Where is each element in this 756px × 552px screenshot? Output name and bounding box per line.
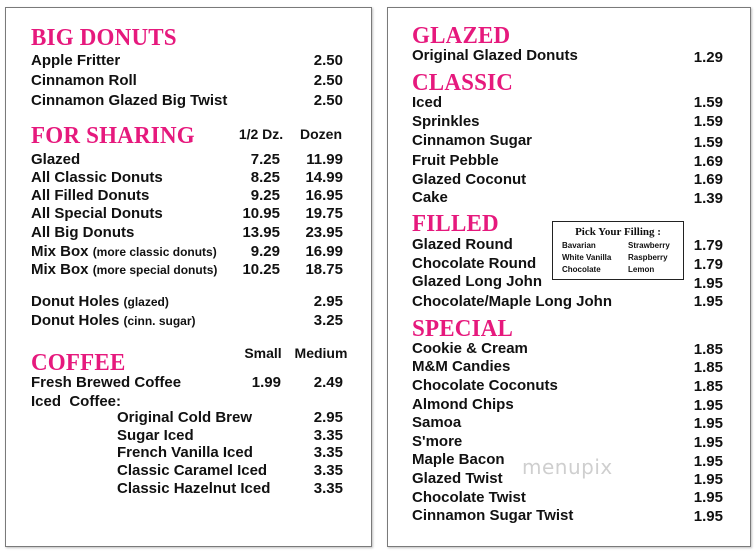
menu-item-name: All Classic Donuts	[31, 169, 163, 186]
section-title-coffee: COFFEE	[31, 348, 126, 376]
menu-item-price-half: 10.95	[242, 205, 280, 222]
menu-item-name: Cake	[412, 189, 448, 206]
menu-item-name: Chocolate Coconuts	[412, 377, 558, 394]
menu-item-name: Glazed Long John	[412, 273, 542, 290]
menu-item-price: 1.95	[693, 397, 723, 414]
menu-item-name: Chocolate Twist	[412, 489, 526, 506]
menu-item-name: Apple Fritter	[31, 52, 121, 69]
menu-item-name: Glazed	[31, 151, 81, 168]
menu-item-price-half: 10.25	[242, 261, 280, 278]
menu-item-note: (cinn. sugar)	[123, 314, 196, 328]
section-title-filled: FILLED	[412, 209, 499, 237]
menupix-watermark: menupix	[522, 455, 613, 479]
menu-item-name: Cinnamon Glazed Big Twist	[31, 92, 228, 109]
menu-item-price: 1.95	[693, 489, 723, 506]
menu-item-price-dozen: 16.95	[305, 187, 343, 204]
menu-item-price: 3.25	[313, 312, 343, 329]
filling-options-box	[552, 221, 684, 280]
menu-item-price-half: 8.25	[250, 169, 280, 186]
menu-item-price: 1.85	[693, 378, 723, 395]
menu-item-name: Cinnamon Sugar	[412, 132, 533, 149]
menu-item-name: Maple Bacon	[412, 451, 505, 468]
menu-item-price: 1.95	[693, 275, 723, 292]
menu-item-price-half: 7.25	[250, 151, 280, 168]
section-title-for-sharing: FOR SHARING	[31, 121, 195, 149]
menu-item-name: Mix Box	[31, 243, 89, 260]
section-title-special: SPECIAL	[412, 314, 514, 342]
menu-item-price: 1.95	[693, 415, 723, 432]
menu-item-price: 1.69	[693, 153, 723, 170]
menu-item-note: (more special donuts)	[92, 263, 218, 277]
menu-item-price: 3.35	[313, 427, 343, 444]
menu-item-name: Classic Caramel Iced	[117, 462, 268, 479]
menu-item-price: 3.35	[313, 462, 343, 479]
menu-item-mix-box	[31, 243, 217, 261]
filling-option: Chocolate	[562, 265, 601, 274]
menu-item-price-half: 9.25	[250, 187, 280, 204]
menu-item-name: Fresh Brewed Coffee	[31, 374, 182, 391]
menu-item-name: Original Cold Brew	[117, 409, 253, 426]
menu-item-price-small: 1.99	[251, 374, 281, 391]
menu-item-price: 1.39	[693, 190, 723, 207]
menu-item-price-dozen: 11.99	[306, 151, 343, 168]
menu-item-price: 1.59	[693, 94, 723, 111]
menu-item-name: Cinnamon Roll	[31, 72, 137, 89]
filling-box-title: Pick Your Filling :	[575, 226, 661, 238]
menu-item-price-medium: 2.49	[313, 374, 343, 391]
menu-item-name: Donut Holes	[31, 312, 120, 329]
menu-item-price: 3.35	[313, 444, 343, 461]
menu-item-price: 1.95	[693, 471, 723, 488]
menu-item-price: 1.59	[693, 134, 723, 151]
menu-item-name: Glazed Twist	[412, 470, 503, 487]
menu-item-price: 1.95	[693, 434, 723, 451]
menu-item-name: S'more	[412, 433, 463, 450]
menu-item-note: (more classic donuts)	[92, 245, 217, 259]
menu-item-name: Cookie & Cream	[412, 340, 528, 357]
menu-item-price-dozen: 14.99	[305, 169, 343, 186]
menu-item-name: Sprinkles	[412, 113, 480, 130]
menu-item-price-dozen: 16.99	[305, 243, 343, 260]
menu-item-name: All Big Donuts	[31, 224, 135, 241]
menu-item-name: All Filled Donuts	[31, 187, 150, 204]
filling-option: Strawberry	[628, 241, 670, 250]
menu-item-name: M&M Candies	[412, 358, 511, 375]
menu-item-price: 2.95	[313, 409, 343, 426]
menu-item-price-dozen: 18.75	[305, 261, 343, 278]
section-title-classic: CLASSIC	[412, 68, 514, 96]
iced-coffee-label: Iced Coffee:	[31, 393, 122, 410]
menu-item-name: Glazed Round	[412, 236, 513, 253]
menu-item-price: 2.50	[313, 92, 343, 109]
menu-item-name: Fruit Pebble	[412, 152, 499, 169]
menu-item-name: Original Glazed Donuts	[412, 47, 578, 64]
menu-item-name: Sugar Iced	[117, 427, 194, 444]
menu-item-price: 1.29	[693, 49, 723, 66]
menu-item-name: Iced	[412, 94, 443, 111]
menu-item-name: Classic Hazelnut Iced	[117, 480, 271, 497]
column-header-dozen: Dozen	[300, 126, 342, 142]
menu-item-mix-box	[31, 261, 217, 279]
menu-item-price: 3.35	[313, 480, 343, 497]
menu-item-price: 2.95	[313, 293, 343, 310]
menu-item-price-dozen: 23.95	[305, 224, 343, 241]
column-header-medium: Medium	[294, 345, 348, 361]
menu-item-name: Chocolate/Maple Long John	[412, 293, 613, 310]
filling-option: Lemon	[628, 265, 655, 274]
menu-item-name: All Special Donuts	[31, 205, 163, 222]
menu-item-note: (glazed)	[123, 295, 169, 309]
menu-item-donut-holes	[31, 312, 196, 330]
menu-item-price: 1.95	[693, 293, 723, 310]
menu-item-price: 1.59	[693, 113, 723, 130]
menu-item-price: 1.95	[693, 453, 723, 470]
menu-item-name: Glazed Coconut	[412, 171, 527, 188]
menu-item-name: Cinnamon Sugar Twist	[412, 507, 574, 524]
menu-item-price: 1.69	[693, 171, 723, 188]
menu-item-price-half: 13.95	[242, 224, 280, 241]
menu-item-price: 1.79	[693, 237, 723, 254]
menu-item-name: Donut Holes	[31, 293, 120, 310]
section-title-big-donuts: BIG DONUTS	[31, 23, 177, 51]
menu-item-price: 1.95	[693, 508, 723, 525]
column-header-half-dozen: 1/2 Dz.	[238, 126, 284, 142]
filling-option: Raspberry	[628, 253, 668, 262]
menu-panel-left	[5, 7, 372, 547]
menu-item-price: 1.85	[693, 359, 723, 376]
menu-item-price: 2.50	[313, 52, 343, 69]
menu-item-price: 1.79	[693, 256, 723, 273]
menu-item-name: Almond Chips	[412, 396, 514, 413]
menu-item-name: Samoa	[412, 414, 462, 431]
column-header-small: Small	[244, 345, 282, 361]
menu-item-name: French Vanilla Iced	[117, 444, 253, 461]
menu-item-price: 1.85	[693, 341, 723, 358]
menu-item-name: Chocolate Round	[412, 255, 537, 272]
filling-option: White Vanilla	[562, 253, 612, 262]
menu-item-donut-holes	[31, 293, 169, 311]
menu-item-price-half: 9.29	[250, 243, 280, 260]
menu-item-price: 2.50	[313, 72, 343, 89]
menu-item-price-dozen: 19.75	[305, 205, 343, 222]
filling-option: Bavarian	[562, 241, 596, 250]
menu-item-name: Mix Box	[31, 261, 89, 278]
section-title-glazed: GLAZED	[412, 21, 511, 49]
